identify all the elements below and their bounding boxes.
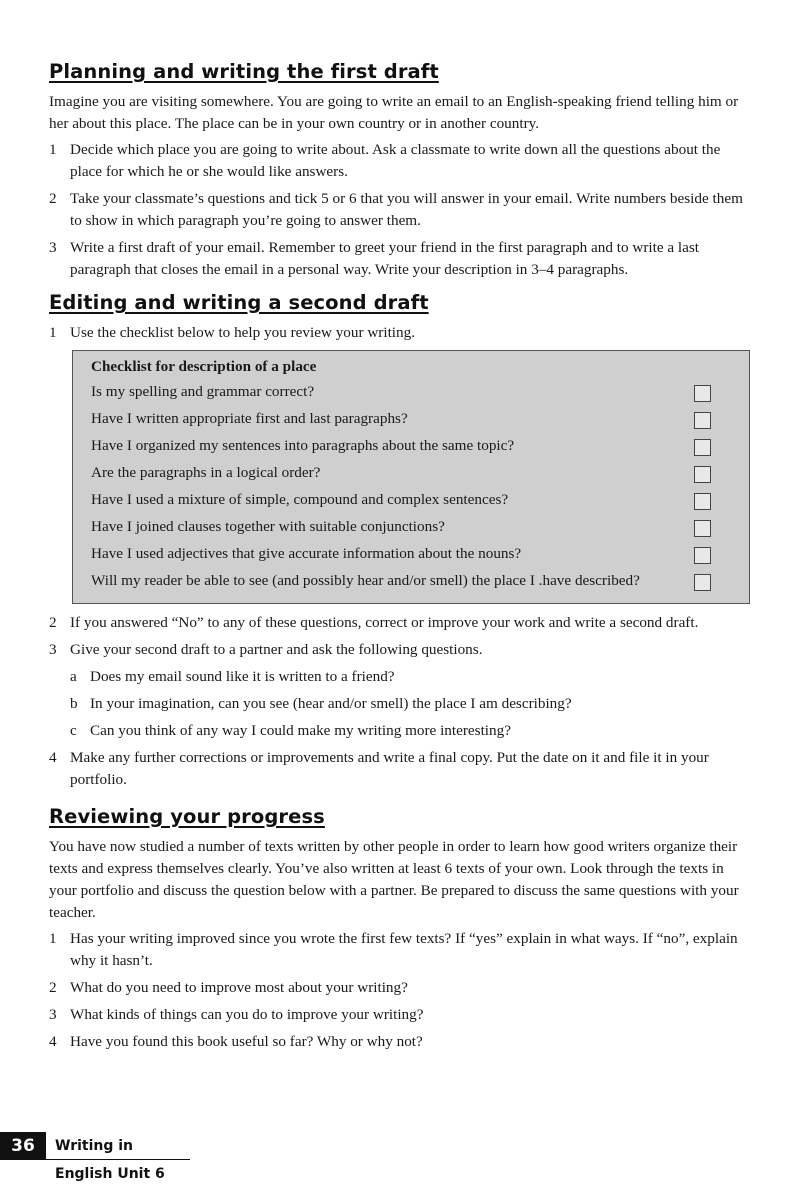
item-text: Make any further corrections or improvements and write a final copy. Put the date on it and file it in your portfolio. [70, 749, 709, 788]
list-item [49, 977, 755, 999]
checklist-question: Have I used adjectives that give accurate information about the nouns? [91, 545, 522, 562]
checklist-question: Have I organized my sentences into paragraphs about the same topic? [91, 437, 515, 454]
page-content [49, 60, 755, 1058]
checklist-row [73, 462, 749, 484]
list-item [49, 639, 755, 661]
section-heading-editing: Editing and writing a second draft [49, 291, 429, 314]
checklist-box [72, 350, 750, 604]
page-number: 36 [0, 1132, 46, 1160]
sub-item-letter: a [70, 668, 77, 685]
reviewing-list [49, 928, 755, 1053]
sub-item-text: Does my email sound like it is written to a friend? [90, 668, 395, 685]
checklist-row [73, 435, 749, 457]
checklist-row [73, 516, 749, 538]
checklist-row [73, 381, 749, 403]
section-planning [49, 60, 755, 281]
list-item [49, 747, 755, 791]
list-item [49, 188, 755, 232]
checkbox[interactable] [694, 520, 711, 537]
sub-item-text: In your imagination, can you see (hear and/or smell) the place I am describing? [90, 695, 572, 712]
sub-item-letter: c [70, 722, 77, 739]
checkbox[interactable] [694, 574, 711, 591]
checklist-question: Is my spelling and grammar correct? [91, 383, 315, 400]
list-item [49, 1031, 755, 1053]
item-number: 3 [49, 239, 57, 256]
planning-intro: Imagine you are visiting somewhere. You are going to write an email to an English-speaking friend telling him or her about this place. The place can be in your own country or in another country. [49, 93, 739, 132]
checklist-question: Have I joined clauses together with suitable conjunctions? [91, 518, 445, 535]
item-text: What do you need to improve most about your writing? [70, 979, 408, 996]
item-text: Has your writing improved since you wrote the first few texts? If “yes” explain in what ways. If “no”, explain why it hasn’t. [70, 930, 738, 969]
footer-divider [46, 1159, 190, 1160]
item-text: Have you found this book useful so far? Why or why not? [70, 1033, 423, 1050]
item-number: 2 [49, 979, 57, 996]
sub-item [49, 720, 755, 742]
checkbox[interactable] [694, 385, 711, 402]
list-item [49, 237, 755, 281]
checklist-row [73, 543, 749, 565]
item-text: Take your classmate’s questions and tick 5 or 6 that you will answer in your email. Write numbers beside them to show in which paragraph you’re going to answer them. [70, 190, 743, 229]
page-footer [0, 1132, 190, 1182]
item-text: Decide which place you are going to write about. Ask a classmate to write down all the questions about the place for which he or she would like answers. [70, 141, 721, 180]
item-text: Write a first draft of your email. Remember to greet your friend in the first paragraph and to write a last paragraph that closes the email in a personal way. Write your description in 3–4 paragraphs. [70, 239, 700, 278]
item-number: 1 [49, 930, 57, 947]
checkbox[interactable] [694, 466, 711, 483]
item-number: 1 [49, 324, 57, 341]
checklist-question: Will my reader be able to see (and possibly hear and/or smell) the place I .have described? [91, 572, 640, 589]
checklist-question: Are the paragraphs in a logical order? [91, 464, 321, 481]
item-number: 3 [49, 1006, 57, 1023]
list-item [49, 322, 755, 344]
list-item [49, 928, 755, 972]
sub-item-letter: b [70, 695, 78, 712]
section-heading-planning: Planning and writing the first draft [49, 60, 439, 83]
item-text: Use the checklist below to help you review your writing. [70, 324, 416, 341]
sub-item [49, 666, 755, 688]
checklist-row [73, 570, 749, 592]
section-reviewing [49, 805, 755, 1053]
item-number: 2 [49, 614, 57, 631]
item-number: 1 [49, 141, 57, 158]
checklist-row [73, 489, 749, 511]
sub-item [49, 693, 755, 715]
section-editing [49, 291, 755, 791]
checklist-title: Checklist for description of a place [91, 358, 317, 375]
reviewing-intro: You have now studied a number of texts written by other people in order to learn how good writers organize their texts and express themselves clearly. You’ve also written at least 6 texts of your own. Look through the texts in your portfolio and discuss the question below with a partner. Be prepared to discuss the same questions with your teacher. [49, 838, 739, 921]
running-title: Writing in English Unit 6 [55, 1138, 165, 1182]
item-number: 3 [49, 641, 57, 658]
item-number: 2 [49, 190, 57, 207]
checkbox[interactable] [694, 493, 711, 510]
checkbox[interactable] [694, 547, 711, 564]
item-text: If you answered “No” to any of these questions, correct or improve your work and write a second draft. [70, 614, 699, 631]
checklist-question: Have I used a mixture of simple, compound and complex sentences? [91, 491, 509, 508]
list-item [49, 612, 755, 634]
item-text: What kinds of things can you do to improve your writing? [70, 1006, 424, 1023]
planning-list [49, 139, 755, 281]
section-heading-reviewing: Reviewing your progress [49, 805, 325, 828]
checklist-row [73, 408, 749, 430]
checkbox[interactable] [694, 412, 711, 429]
list-item [49, 139, 755, 183]
item-text: Give your second draft to a partner and ask the following questions. [70, 641, 483, 658]
sub-item-text: Can you think of any way I could make my writing more interesting? [90, 722, 511, 739]
checklist-question: Have I written appropriate first and last paragraphs? [91, 410, 408, 427]
checkbox[interactable] [694, 439, 711, 456]
list-item [49, 1004, 755, 1026]
item-number: 4 [49, 749, 57, 766]
item-number: 4 [49, 1033, 57, 1050]
